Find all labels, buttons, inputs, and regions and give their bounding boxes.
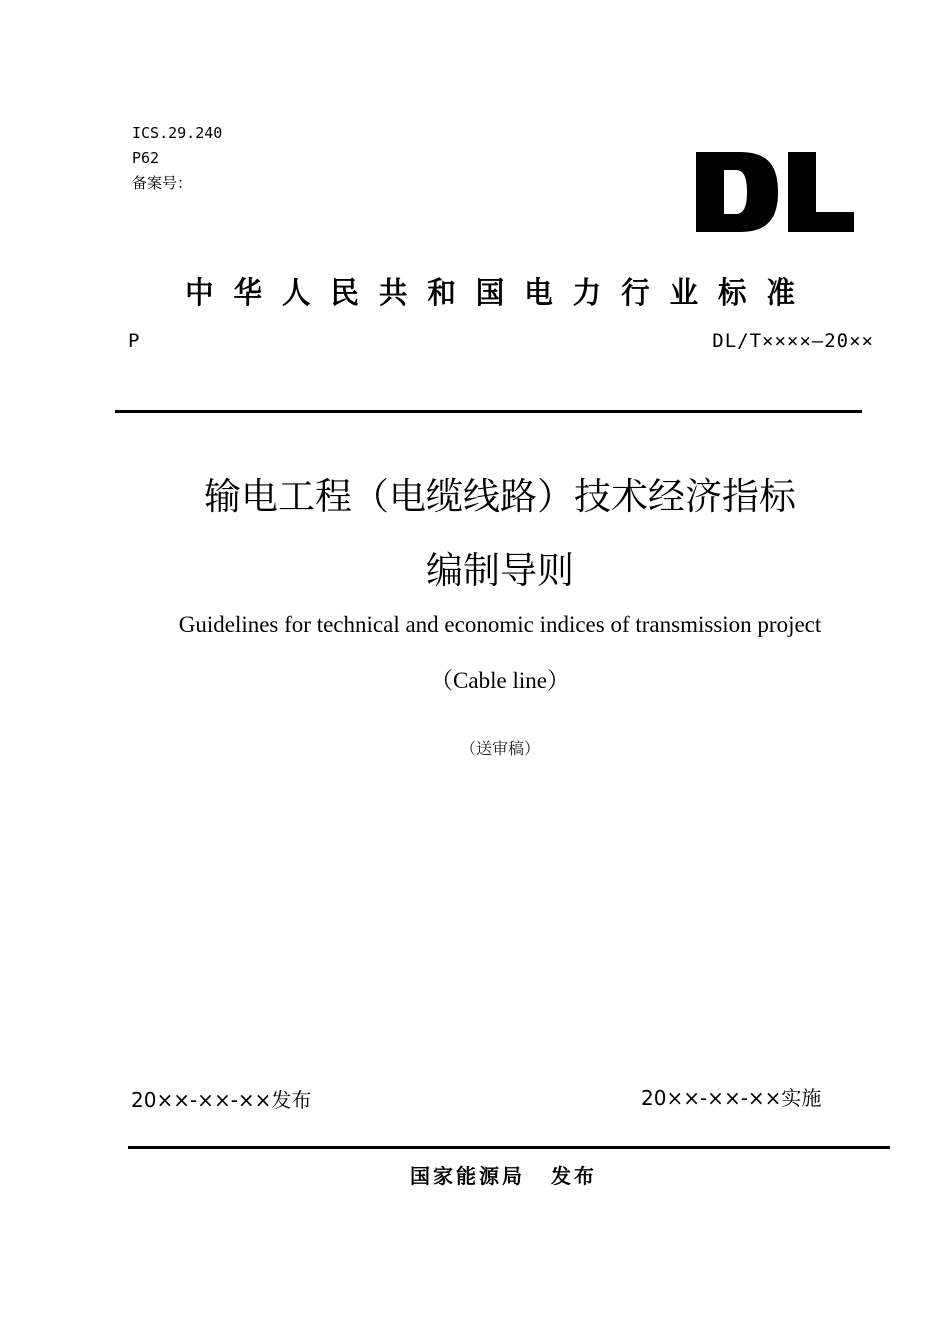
standard-number: DL/T××××—20×× [712,330,874,352]
implement-date: 20××-××-××实施 [641,1086,822,1110]
classification-code: P62 [132,149,160,167]
header-divider [115,410,862,413]
standard-left-code: P [128,330,140,352]
filing-number-label: 备案号： [132,174,193,192]
publish-date: 20××-××-××发布 [131,1088,312,1112]
footer-divider [128,1146,890,1149]
chinese-title-line-2: 编制导则 [426,549,574,592]
english-title-line-2: （Cable line） [430,668,570,693]
standard-category-name: 中华人民共和国电力行业标准 [185,276,815,311]
ics-code: ICS.29.240 [132,124,223,142]
dl-logo [694,150,856,234]
issuer-action: 发布 [551,1164,597,1188]
draft-status: （送审稿） [459,739,540,758]
english-title-line-1: Guidelines for technical and economic indices of transmission project [178,612,822,637]
chinese-title-line-1: 输电工程（电缆线路）技术经济指标 [204,475,796,518]
issuer-line [410,1160,597,1189]
issuer-name: 国家能源局 [410,1164,525,1188]
